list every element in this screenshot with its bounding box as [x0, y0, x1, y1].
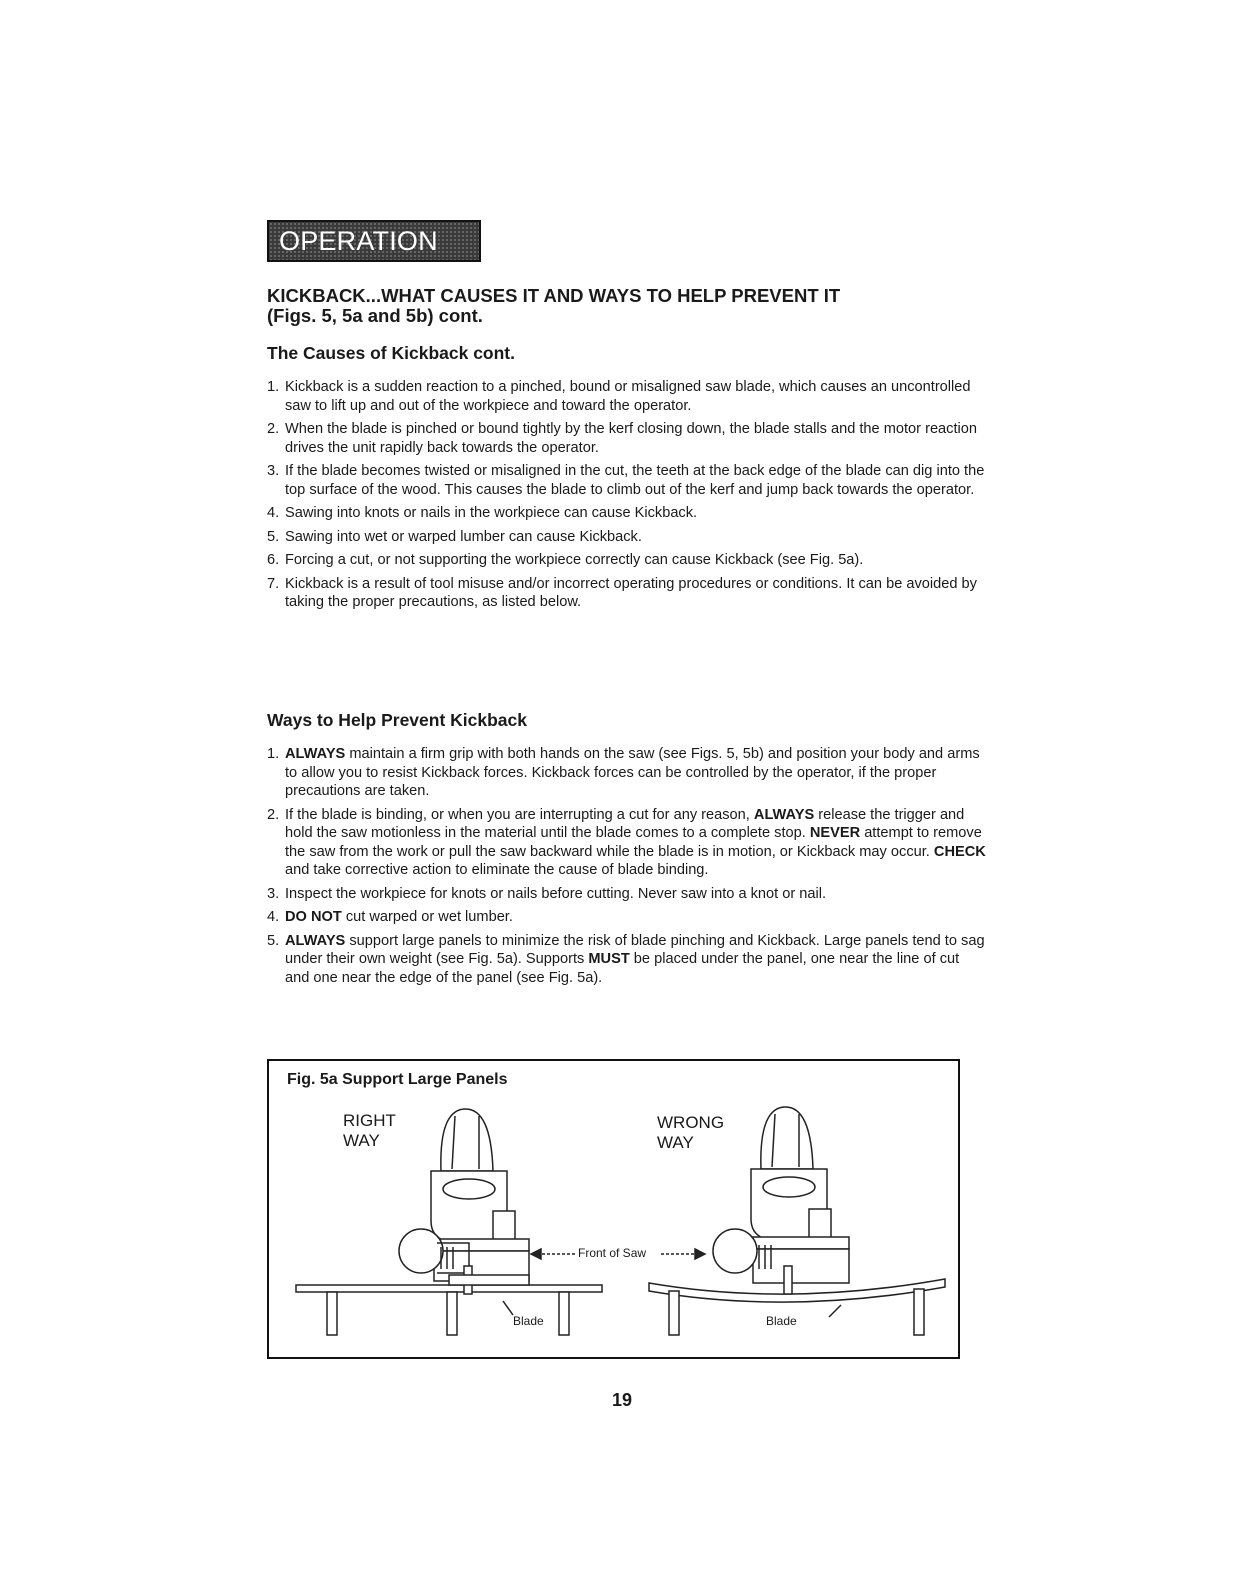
prevent-heading: Ways to Help Prevent Kickback — [267, 710, 528, 730]
page-number: 19 — [611, 1390, 633, 1410]
causes-heading: The Causes of Kickback cont. — [267, 343, 515, 363]
page-title-line2: (Figs. 5, 5a and 5b) cont. — [267, 305, 483, 326]
figure-illustration — [269, 1061, 958, 1357]
list-item: 4. Sawing into knots or nails in the workpiece can cause Kickback. — [267, 505, 698, 521]
list-item: 6. Forcing a cut, or not supporting the workpiece correctly can cause Kickback (see Fig. 5a). — [267, 552, 864, 568]
list-item: 5. Sawing into wet or warped lumber can cause Kickback. — [267, 528, 642, 545]
section-banner-text: OPERATION cont. — [279, 226, 438, 287]
front-of-saw-label: Front of Saw — [578, 1246, 647, 1260]
figure-5a — [267, 1059, 960, 1359]
section-banner — [267, 220, 481, 287]
right-way-label: RIGHT WAY — [343, 1111, 396, 1150]
list-item: 1. ALWAYS maintain a firm grip with both hands on the saw (see Figs. 5, 5b) and position your body and arms to allow you to resist Kickback forces. Kickback forces can be controlled by the operator, if the proper precautions are taken. — [267, 746, 980, 799]
list-item: 4. DO NOT cut warped or wet lumber. — [267, 909, 513, 925]
blade-label-left: Blade — [513, 1314, 544, 1328]
list-item: 3. If the blade becomes twisted or misaligned in the cut, the teeth at the back edge of the blade can dig into the top surface of the wood. This causes the blade to climb out of the kerf and jump back towards the operator. — [267, 463, 985, 498]
list-item: 2. If the blade is binding, or when you are interrupting a cut for any reason, ALWAYS release the trigger and hold the saw motionless in the material until the blade comes to a complete stop. NEVER attempt to remove the saw from the work or pull the saw backward while the blade is in motion, or Kickback may occur. CHECK and take corrective action to eliminate the cause of blade binding. — [267, 806, 986, 878]
list-item: 7. Kickback is a result of tool misuse and/or incorrect operating procedures or conditions. It can be avoided by taking the proper precautions, as listed below. — [267, 575, 977, 610]
wrong-table-illustration — [649, 1279, 945, 1335]
figure-title: Fig. 5a Support Large Panels — [287, 1071, 508, 1088]
wrong-way-label: WRONG WAY — [657, 1113, 725, 1152]
blade-label-right: Blade — [766, 1314, 797, 1328]
right-table-illustration — [296, 1285, 602, 1335]
causes-list — [267, 378, 987, 617]
saw-right-illustration — [399, 1109, 529, 1294]
list-item: 1. Kickback is a sudden reaction to a pinched, bound or misaligned saw blade, which causes an uncontrolled saw to lift up and out of the workpiece and toward the operator. — [267, 379, 971, 414]
list-item: 5. ALWAYS support large panels to minimize the risk of blade pinching and Kickback. Large panels tend to sag under their own weight (see Fig. 5a). Supports MUST be placed under the panel, one near the line of cut and one near the edge of the panel (see Fig. 5a). — [267, 932, 985, 986]
saw-wrong-illustration — [713, 1107, 849, 1294]
page-title-line1: KICKBACK...WHAT CAUSES IT AND WAYS TO HELP PREVENT IT — [267, 285, 841, 306]
list-item: 3. Inspect the workpiece for knots or nails before cutting. Never saw into a knot or nail. — [267, 885, 827, 902]
page-title — [267, 286, 967, 326]
list-item: 2. When the blade is pinched or bound tightly by the kerf closing down, the blade stalls and the motor reaction drives the unit rapidly back towards the operator. — [267, 421, 977, 456]
prevent-list — [267, 745, 987, 992]
